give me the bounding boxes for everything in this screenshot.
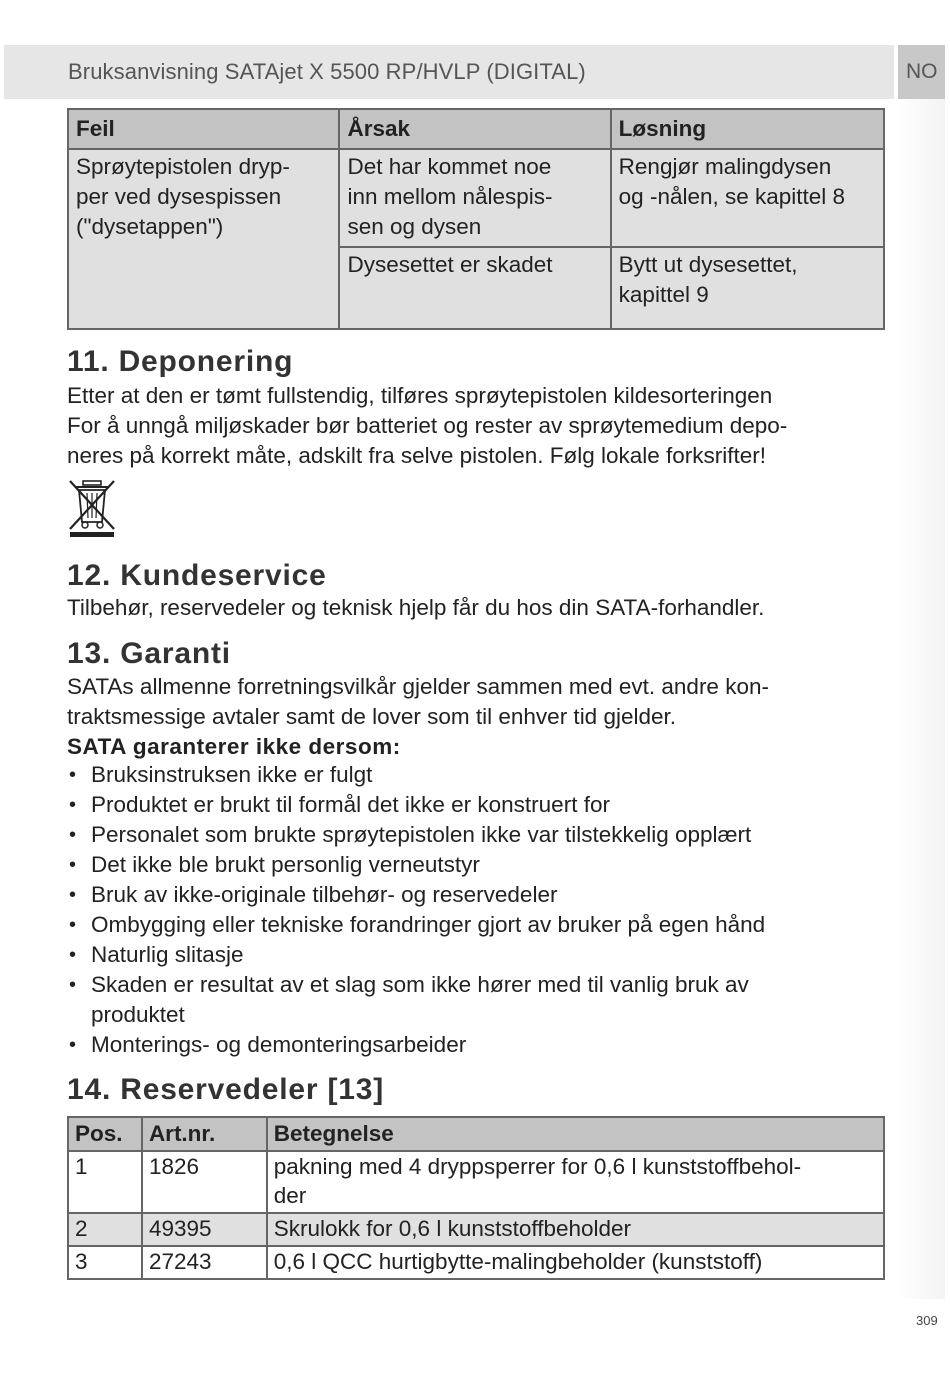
header-art-nr: Art.nr. (142, 1117, 267, 1151)
language-tab (898, 45, 945, 99)
text-line: neres på korrekt måte, adskilt fra selve pistolen. Følg lokale forksrifter! (67, 443, 767, 468)
spare-parts-table (67, 1116, 885, 1280)
cause-line: Det har kommet noe (347, 154, 552, 179)
text-line: traktsmessige avtaler samt de lover som til enhver tid gjelder. (67, 704, 677, 729)
list-item: • Produktet er brukt til formål det ikke er konstruert for (67, 790, 857, 820)
table-row (68, 1151, 884, 1213)
list-item: • Skaden er resultat av et slag som ikke hører med til vanlig bruk av produktet (67, 970, 831, 1030)
service-text: Tilbehør, reservedeler og teknisk hjelp får du hos din SATA-forhandler. (67, 595, 765, 620)
list-item: • Det ikke ble brukt personlig verneutstyr (67, 850, 857, 880)
description-cell (267, 1151, 884, 1213)
side-strip (898, 99, 945, 1299)
list-item: • Bruk av ikke-originale tilbehør- og reservedeler (67, 880, 857, 910)
header-solution: Løsning (611, 109, 884, 149)
list-item: • Ombygging eller tekniske forandringer gjort av bruker på egen hånd (67, 910, 857, 940)
warranty-exclusion-list (67, 760, 857, 1060)
language-label: NO (906, 60, 938, 83)
solution-cell (611, 149, 884, 247)
header-pos: Pos. (68, 1117, 142, 1151)
disposal-text (67, 381, 867, 471)
warranty-exclusion-heading: SATA garanterer ikke dersom: (67, 734, 401, 759)
fault-cell (68, 149, 339, 329)
description-line: Skrulokk for 0,6 l kunststoffbeholder (273, 1216, 632, 1241)
section-heading-parts: 14. Reservedeler [13] (67, 1073, 384, 1106)
art-nr-cell: 1826 (142, 1151, 267, 1213)
description-cell (267, 1213, 884, 1246)
list-item: • Personalet som brukte sprøytepistolen ikke var tilstekkelig opplært (67, 820, 857, 850)
solution-line: Bytt ut dysesettet, (618, 252, 798, 277)
description-line: 0,6 l QCC hurtigbytte-malingbeholder (kunststoff) (273, 1249, 763, 1274)
table-header-row (68, 1117, 884, 1151)
solution-line: og -nålen, se kapittel 8 (618, 184, 846, 209)
description-line: pakning med 4 dryppsperrer for 0,6 l kunststoffbehol- (273, 1154, 802, 1179)
cause-cell (339, 149, 610, 247)
art-nr-cell: 27243 (142, 1246, 267, 1279)
cause-line: Dysesettet er skadet (347, 252, 553, 277)
page-number: 309 (916, 1313, 938, 1328)
text-line: SATAs allmenne forretningsvilkår gjelder sammen med evt. andre kon- (67, 674, 769, 699)
cause-cell (339, 247, 610, 329)
warranty-text (67, 672, 867, 762)
fault-line: ("dysetappen") (76, 214, 224, 239)
header-description: Betegnelse (267, 1117, 884, 1151)
header-cause: Årsak (339, 109, 610, 149)
description-line: der (273, 1183, 307, 1208)
cause-line: inn mellom nålespis- (347, 184, 553, 209)
table-row (68, 1213, 884, 1246)
solution-line: Rengjør malingdysen (618, 154, 832, 179)
description-cell (267, 1246, 884, 1279)
list-item: • Naturlig slitasje (67, 940, 857, 970)
pos-cell: 2 (68, 1213, 142, 1246)
section-heading-disposal: 11. Deponering (67, 345, 294, 378)
cause-line: sen og dysen (347, 214, 482, 239)
art-nr-cell: 49395 (142, 1213, 267, 1246)
troubleshooting-table (67, 108, 885, 330)
section-heading-warranty: 13. Garanti (67, 637, 231, 670)
list-item: • Monterings- og demonteringsarbeider (67, 1030, 857, 1060)
header-fault: Feil (68, 109, 339, 149)
manual-title: Bruksanvisning SATAjet X 5500 RP/HVLP (DIGITAL) (68, 59, 586, 84)
table-header-row (68, 109, 884, 149)
table-row (68, 149, 884, 247)
text-line: For å unngå miljøskader bør batteriet og rester av sprøytemedium depo- (67, 413, 788, 438)
fault-line: Sprøytepistolen dryp- (76, 154, 290, 179)
fault-line: per ved dysespissen (76, 184, 282, 209)
pos-cell: 1 (68, 1151, 142, 1213)
section-heading-service: 12. Kundeservice (67, 559, 327, 592)
text-line: Etter at den er tømt fullstendig, tilføres sprøytepistolen kildesorteringen (67, 383, 773, 408)
list-item: • Bruksinstruksen ikke er fulgt (67, 760, 857, 790)
solution-cell (611, 247, 884, 329)
page-header (4, 45, 894, 99)
solution-line: kapittel 9 (618, 282, 709, 307)
pos-cell: 3 (68, 1246, 142, 1279)
table-row (68, 1246, 884, 1279)
weee-crossed-bin-icon (67, 478, 117, 538)
